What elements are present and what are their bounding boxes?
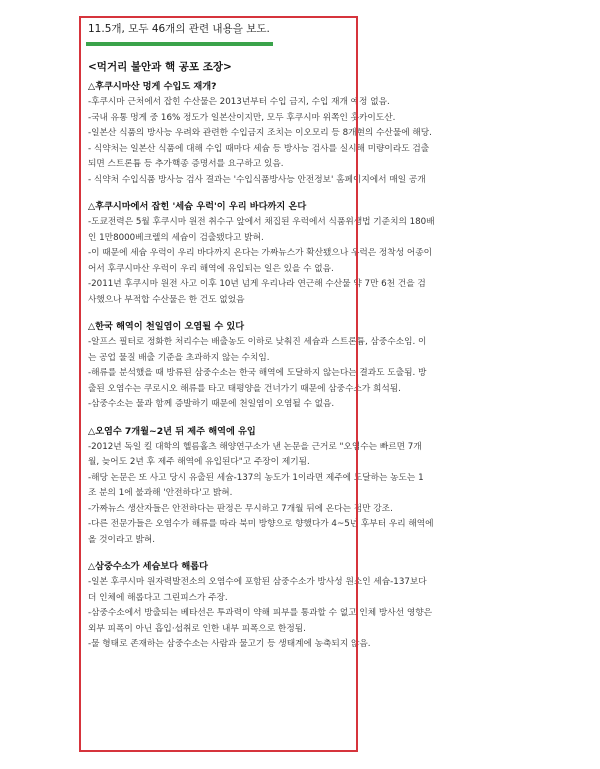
body-line: 더 인체에 해롭다고 그린피스가 주장.: [88, 592, 228, 603]
body-line: 외부 피폭이 아닌 흡입·섭취로 인한 내부 피폭으로 한정됨.: [88, 623, 306, 634]
body-line: 월, 늦어도 2년 후 제주 해역에 유입된다"고 주장이 제기됨.: [88, 457, 310, 467]
section-title: △삼중수소가 세슘보다 해롭다: [88, 561, 208, 572]
section-1: [88, 79, 513, 188]
body-line: -다른 전문가들은 오염수가 해류를 따라 북미 방향으로 향했다가 4~5년 후부터 우리 해역에: [88, 519, 434, 529]
section-title: △후쿠시마산 멍게 수입도 재개?: [88, 81, 217, 92]
body-line: 조 분의 1에 불과해 '안전하다'고 밝혀.: [88, 488, 233, 498]
body-line: -삼중수소는 물과 함께 증발하기 때문에 천일염이 오염될 수 없음.: [88, 399, 335, 409]
body-line: -해류를 분석했을 때 방류된 삼중수소는 한국 해역에 도달하지 않는다는 결과도 도출됨. 방: [88, 368, 427, 378]
section-3: [88, 319, 513, 413]
body-line: -국내 유통 멍게 중 16% 정도가 일본산이지만, 모두 후쿠시마 위쪽인 홋카이도산.: [88, 112, 396, 123]
section-4: [88, 424, 513, 549]
body-line: -해당 논문은 또 사고 당시 유출된 세슘-137의 농도가 1이라면 제주에 도달하는 농도는 1: [88, 472, 424, 483]
document-body: [88, 60, 513, 664]
body-line: -이 때문에 세슘 우럭이 우리 바다까지 온다는 가짜뉴스가 확산됐으나 우럭은 정착성 어종이: [88, 248, 433, 258]
body-line: 되면 스트론튬 등 추가핵종 증명서를 요구하고 있음.: [88, 159, 284, 169]
body-line: 사했으나 부적합 수산물은 한 건도 없었음: [88, 294, 245, 305]
body-line: - 식약처 수입식품 방사능 검사 결과는 '수입식품방사능 안전정보' 홈페이지에서 매일 공개: [88, 174, 426, 185]
section-title: △한국 해역이 천일염이 오염될 수 있다: [88, 321, 245, 332]
body-line: 출된 오염수는 쿠로시오 해류를 타고 태평양을 건너가기 때문에 삼중수소가 희석됨.: [88, 383, 401, 394]
section-2: [88, 199, 513, 308]
body-line: -알프스 필터로 정화한 처리수는 배출농도 이하로 낮춰진 세슘과 스트론튬, 삼중수소임. 이: [88, 337, 427, 347]
body-line: 올 것이라고 밝혀.: [88, 534, 156, 545]
body-line: -일본산 식품의 방사능 우려와 관련한 수입금지 조치는 이오모리 등 8개현의 수산물에 해당.: [88, 128, 432, 138]
body-line: -도쿄전력은 5월 후쿠시마 원전 취수구 앞에서 채집된 우럭에서 식품위생법 기준치의 180배: [88, 217, 435, 227]
body-line: 어서 후쿠시마산 우럭이 우리 해역에 유입되는 일은 있을 수 없음.: [88, 263, 334, 274]
body-line: -2012년 독일 킬 대학의 헬름홀츠 해양연구소가 낸 논문을 근거로 "오염수는 빠르면 7개: [88, 441, 422, 452]
summary-text: 11.5개, 모두 46개의 관련 내용을 보도.: [88, 23, 270, 35]
body-line: -일본 후쿠시마 원자력발전소의 오염수에 포함된 삼중수소가 방사성 원소인 세슘-137보다: [88, 577, 427, 587]
body-line: -후쿠시마 근처에서 잡힌 수산물은 2013년부터 수입 금지, 수입 재개 예정 없음.: [88, 97, 390, 107]
main-title: <먹거리 불안과 핵 공포 조장>: [88, 61, 232, 73]
section-title: △후쿠시마에서 잡힌 '세슘 우럭'이 우리 바다까지 온다: [88, 201, 307, 212]
body-line: -물 형태로 존재하는 삼중수소는 사람과 물고기 등 생태계에 농축되지 않음.: [88, 639, 371, 649]
summary-underline: [86, 42, 273, 46]
body-line: -가짜뉴스 생산자들은 안전하다는 판정은 무시하고 7개월 뒤에 온다는 점만 강조.: [88, 503, 393, 514]
body-line: 인 1만8000베크렐의 세슘이 검출됐다고 밝혀.: [88, 232, 264, 243]
section-5: [88, 559, 513, 653]
section-title: △오염수 7개월~2년 뒤 제주 해역에 유입: [88, 425, 256, 437]
body-line: -삼중수소에서 방출되는 베타선은 투과력이 약해 피부를 통과할 수 없고 인체 방사선 영향은: [88, 608, 433, 618]
body-line: -2011년 후쿠시마 원전 사고 이후 10년 넘게 우리나라 연근해 수산물 약 7만 6천 건을 검: [88, 279, 426, 289]
body-line: 는 공업 물질 배출 기준을 초과하지 않는 수치임.: [88, 352, 270, 363]
body-line: - 식약처는 일본산 식품에 대해 수입 때마다 세슘 등 방사능 검사를 실시해 미량이라도 검출: [88, 143, 430, 154]
